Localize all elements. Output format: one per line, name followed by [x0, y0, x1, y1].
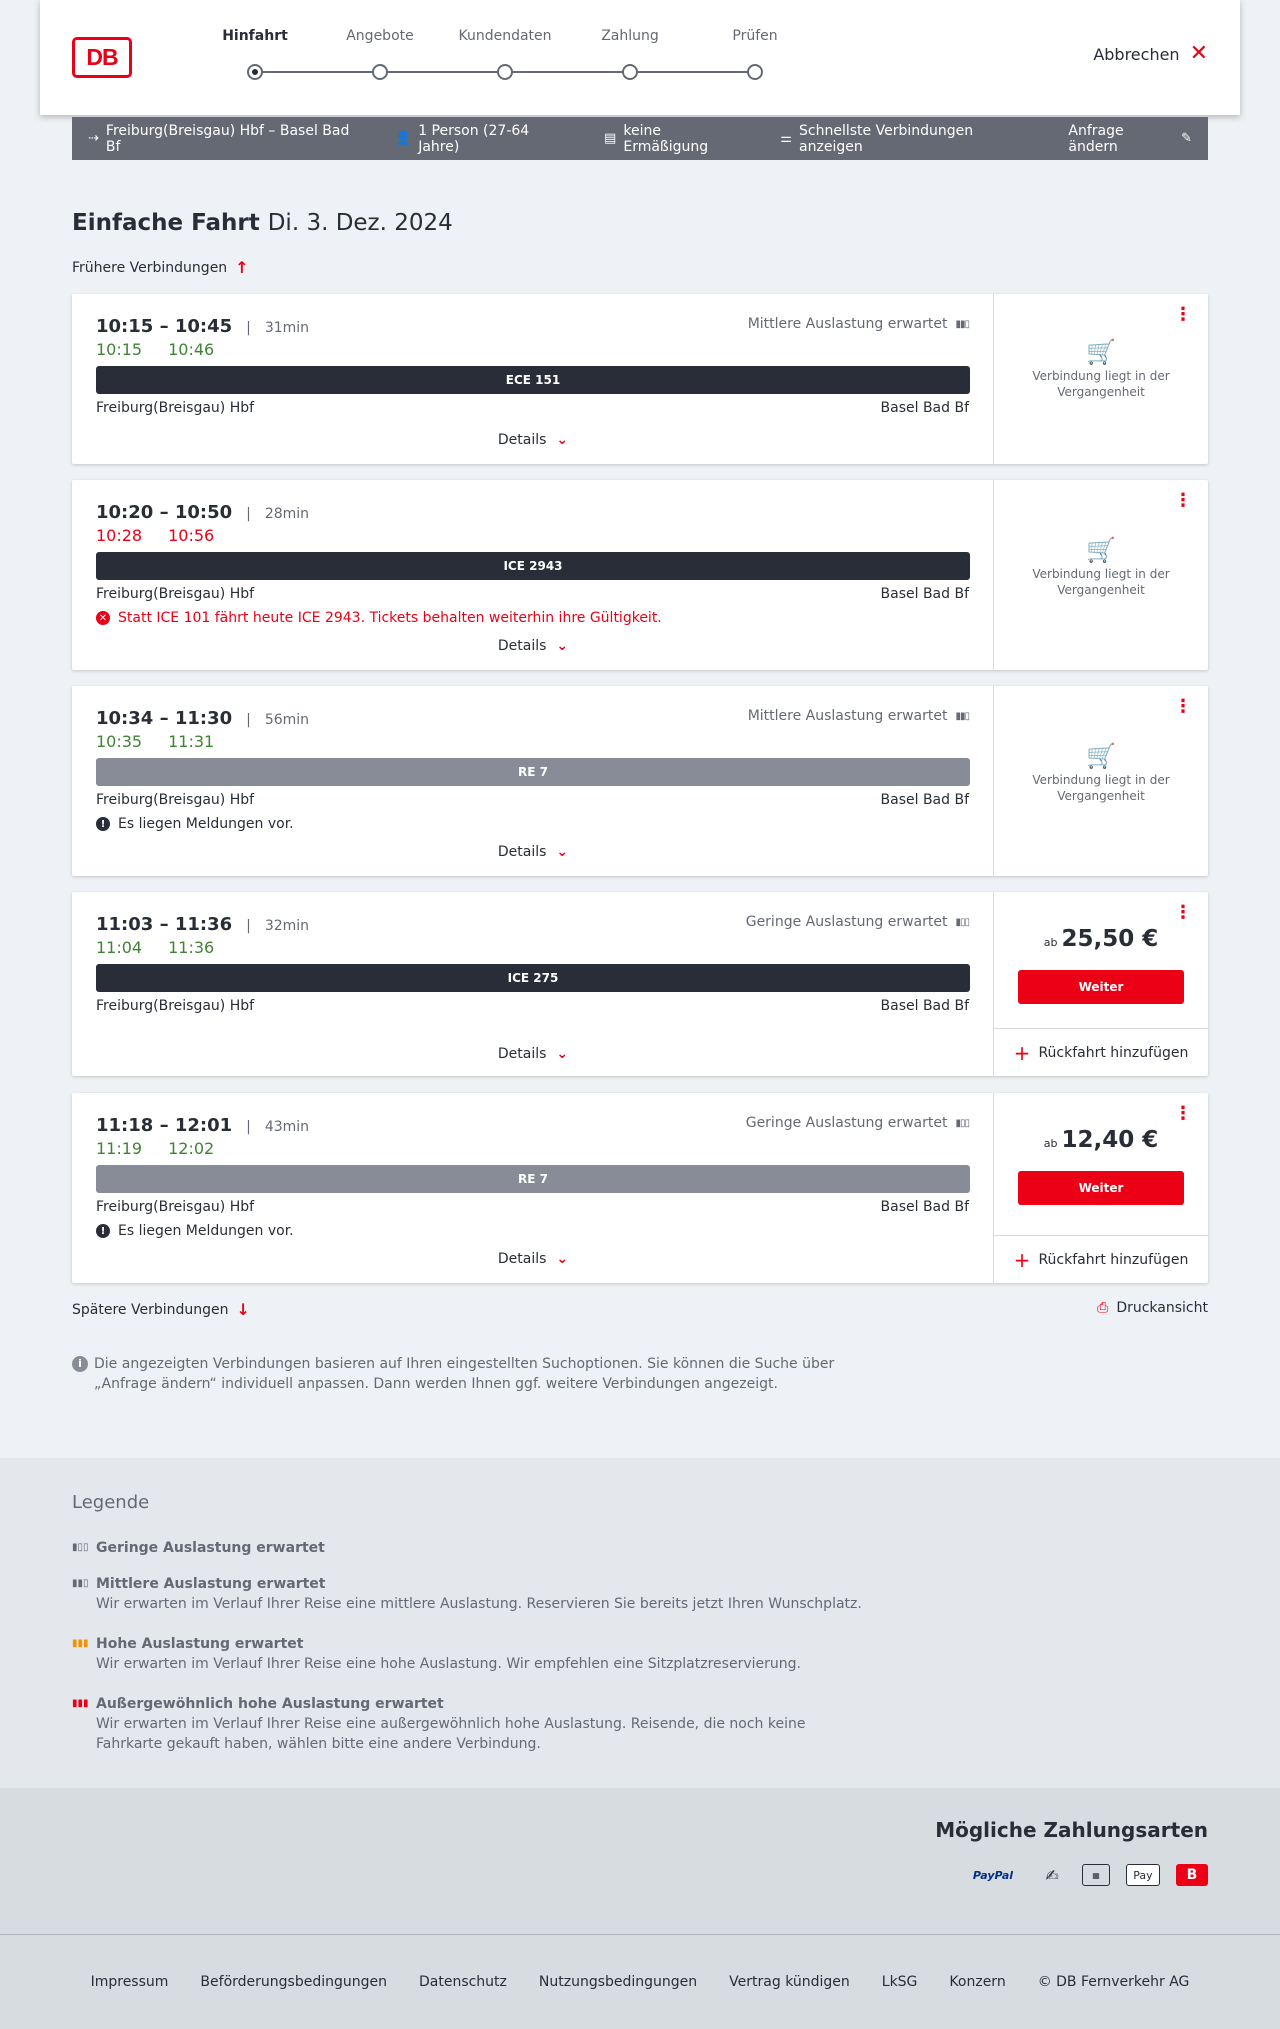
continue-button[interactable]: Weiter [1018, 970, 1184, 1004]
cart-unavailable-icon: 🛒 [1086, 338, 1116, 366]
continue-button[interactable]: Weiter [1018, 1171, 1184, 1205]
add-return-button[interactable]: + Rückfahrt hinzufügen [994, 1028, 1208, 1076]
plus-icon: + [1013, 1247, 1031, 1272]
destination-station: Basel Bad Bf [880, 1199, 969, 1215]
occupancy-info: Geringe Auslastung erwartet ▮▯▯ [745, 914, 969, 930]
step-dot [747, 64, 763, 80]
arrow-down-icon: ↓ [236, 1300, 250, 1319]
train-bar[interactable]: RE 7 [96, 758, 970, 786]
legend-item-low: ▮▯▯ Geringe Auslastung erwartet [72, 1540, 325, 1556]
duration: | 56min [246, 712, 309, 728]
info-message: ! Es liegen Meldungen vor. [96, 1223, 294, 1239]
info-message: ! Es liegen Meldungen vor. [96, 816, 294, 832]
cancel-button[interactable]: Abbrechen ✕ [1093, 41, 1208, 66]
occupancy-high-icon: ▮▮▮ [72, 1638, 89, 1649]
origin-station: Freiburg(Breisgau) Hbf [96, 792, 255, 808]
footer-link-konzern[interactable]: Konzern [949, 1974, 1006, 1990]
more-options-icon[interactable]: ⋮ [1174, 902, 1192, 923]
legend-item-very-high: ▮▮▮ Außergewöhnlich hohe Auslastung erwartet Wir erwarten im Verlauf Ihrer Reise eine außergewöhnlich hohe Auslastung. Reisende, die noch keine Fahrkarte gekauft haben, wählen bitte eine andere Verbindung. [72, 1696, 806, 1752]
alert-icon: ! [96, 817, 110, 831]
scheduled-times: 10:34 – 11:30 | 56min [96, 708, 309, 729]
details-toggle[interactable]: Details ⌄ [497, 638, 569, 654]
scheduled-times: 10:20 – 10:50 | 28min [96, 502, 309, 523]
past-connection-info: 🛒 Verbindung liegt in der Vergangenheit [994, 542, 1208, 598]
cart-unavailable-icon: 🛒 [1086, 536, 1116, 564]
duration: | 32min [246, 918, 309, 934]
footer [0, 1934, 1280, 2029]
train-bar[interactable]: ICE 2943 [96, 552, 970, 580]
connection-card [72, 480, 1208, 670]
footer-link-befoerderung[interactable]: Beförderungsbedingungen [200, 1974, 387, 1990]
card-icon: ▤ [604, 131, 617, 146]
realtime-times: 10:35 11:31 [96, 732, 215, 751]
step-hinfahrt: Hinfahrt [190, 28, 320, 44]
footer-link-kuendigen[interactable]: Vertrag kündigen [729, 1974, 850, 1990]
duration: | 43min [246, 1119, 309, 1135]
printer-icon: ⎙ [1097, 1300, 1109, 1316]
destination-station: Basel Bad Bf [880, 998, 969, 1014]
payment-methods-section [0, 1788, 1280, 1934]
print-view-link[interactable]: ⎙ Druckansicht [1097, 1300, 1208, 1316]
train-bar[interactable]: ICE 275 [96, 964, 970, 992]
destination-station: Basel Bad Bf [880, 792, 969, 808]
details-toggle[interactable]: Details ⌄ [497, 432, 569, 448]
realtime-times: 10:15 10:46 [96, 340, 215, 359]
destination-station: Basel Bad Bf [880, 586, 969, 602]
plus-icon: + [1013, 1040, 1031, 1065]
past-connection-info: 🛒 Verbindung liegt in der Vergangenheit [994, 344, 1208, 400]
footer-link-impressum[interactable]: Impressum [90, 1974, 169, 1990]
details-toggle[interactable]: Details ⌄ [497, 1251, 569, 1267]
origin-station: Freiburg(Breisgau) Hbf [96, 400, 255, 416]
realtime-times: 10:28 10:56 [96, 526, 215, 545]
occupancy-medium-icon: ▮▮▯ [955, 318, 969, 330]
scheduled-times: 11:18 – 12:01 | 43min [96, 1115, 309, 1136]
page-title: Einfache Fahrt Di. 3. Dez. 2024 [72, 210, 453, 236]
occupancy-very-high-icon: ▮▮▮ [72, 1698, 89, 1709]
chevron-down-icon: ⌄ [556, 844, 569, 860]
more-options-icon[interactable]: ⋮ [1174, 696, 1192, 717]
occupancy-medium-icon: ▮▮▯ [72, 1578, 89, 1589]
origin-station: Freiburg(Breisgau) Hbf [96, 1199, 255, 1215]
train-bar[interactable]: ECE 151 [96, 366, 970, 394]
duration: | 28min [246, 506, 309, 522]
route-summary: ⇢ Freiburg(Breisgau) Hbf – Basel Bad Bf [88, 122, 350, 155]
search-summary-bar [72, 117, 1208, 160]
person-icon: 👤 [395, 131, 412, 146]
discount-summary: ▤ keine Ermäßigung [604, 122, 709, 155]
route-arrow-icon: ⇢ [88, 131, 99, 146]
arrow-up-icon: ↑ [235, 258, 249, 277]
step-dot [372, 64, 388, 80]
chevron-down-icon: ⌄ [556, 1046, 569, 1062]
paypal-icon: PayPal [972, 1868, 1014, 1882]
connection-card [72, 294, 1208, 464]
step-zahlung: Zahlung [565, 28, 695, 44]
footer-copyright: © DB Fernverkehr AG [1037, 1974, 1190, 1990]
pencil-icon: ✎ [1181, 131, 1192, 146]
step-dot [247, 64, 263, 80]
connection-card [72, 1093, 1208, 1283]
occupancy-low-icon: ▮▯▯ [72, 1542, 89, 1553]
chevron-down-icon: ⌄ [556, 638, 569, 654]
step-kundendaten: Kundendaten [440, 28, 570, 44]
legend-title: Legende [72, 1492, 150, 1513]
details-toggle[interactable]: Details ⌄ [497, 844, 569, 860]
alert-icon: ! [96, 1224, 110, 1238]
progress-steps [180, 28, 780, 88]
cart-unavailable-icon: 🛒 [1086, 742, 1116, 770]
legend-item-high: ▮▮▮ Hohe Auslastung erwartet Wir erwarten im Verlauf Ihrer Reise eine hohe Auslastung. Wir empfehlen eine Sitzplatzreservierung. [72, 1636, 801, 1672]
sliders-icon: ⚌ [780, 131, 793, 146]
later-connections-link[interactable]: Spätere Verbindungen ↓ [72, 1300, 250, 1319]
edit-request-button[interactable]: Anfrage ändern ✎ [1068, 122, 1192, 155]
footer-link-lksg[interactable]: LkSG [881, 1974, 918, 1990]
occupancy-low-icon: ▮▯▯ [955, 916, 969, 928]
persons-summary: 👤 1 Person (27-64 Jahre) [395, 122, 530, 155]
step-angebote: Angebote [315, 28, 445, 44]
footer-link-nutzung[interactable]: Nutzungsbedingungen [538, 1974, 698, 1990]
chevron-down-icon: ⌄ [556, 432, 569, 448]
scheduled-times: 11:03 – 11:36 | 32min [96, 914, 309, 935]
price: ab 25,50 € [1043, 926, 1159, 952]
occupancy-info: Mittlere Auslastung erwartet ▮▮▯ [747, 316, 969, 332]
header [40, 0, 1240, 115]
disruption-message: ✕ Statt ICE 101 fährt heute ICE 2943. Tickets behalten weiterhin ihre Gültigkeit. [96, 610, 662, 626]
step-pruefen: Prüfen [690, 28, 820, 44]
earlier-connections-link[interactable]: Frühere Verbindungen ↑ [72, 258, 249, 277]
occupancy-info: Mittlere Auslastung erwartet ▮▮▯ [747, 708, 969, 724]
apple-pay-icon: Pay [1126, 1864, 1160, 1886]
occupancy-info: Geringe Auslastung erwartet ▮▯▯ [745, 1115, 969, 1131]
destination-station: Basel Bad Bf [880, 400, 969, 416]
error-icon: ✕ [96, 611, 110, 625]
payment-title: Mögliche Zahlungsarten [935, 1818, 1208, 1842]
legend-section [0, 1458, 1280, 1788]
step-dot [622, 64, 638, 80]
fastest-option: ⚌ Schnellste Verbindungen anzeigen [780, 122, 974, 155]
add-return-button[interactable]: + Rückfahrt hinzufügen [994, 1235, 1208, 1283]
occupancy-medium-icon: ▮▮▯ [955, 710, 969, 722]
more-options-icon[interactable]: ⋮ [1174, 304, 1192, 325]
sepa-icon: ▦ [1082, 1864, 1110, 1886]
connection-card [72, 892, 1208, 1076]
db-logo[interactable]: DB [72, 37, 132, 78]
occupancy-low-icon: ▮▯▯ [955, 1117, 969, 1129]
past-connection-info: 🛒 Verbindung liegt in der Vergangenheit [994, 748, 1208, 804]
step-dot [497, 64, 513, 80]
origin-station: Freiburg(Breisgau) Hbf [96, 998, 255, 1014]
more-options-icon[interactable]: ⋮ [1174, 1103, 1192, 1124]
train-bar[interactable]: RE 7 [96, 1165, 970, 1193]
close-icon: ✕ [1189, 41, 1208, 66]
search-info-note: i Die angezeigten Verbindungen basieren auf Ihren eingestellten Suchoptionen. Sie können die Suche über „Anfrage ändern“ individuell anpassen. Dann werden Ihnen ggf. weitere Verbindungen angezeigt. [72, 1354, 852, 1394]
connection-card [72, 686, 1208, 876]
price: ab 12,40 € [1043, 1127, 1159, 1153]
scheduled-times: 10:15 – 10:45 | 31min [96, 316, 309, 337]
details-toggle[interactable]: Details ⌄ [497, 1046, 569, 1062]
realtime-times: 11:19 12:02 [96, 1139, 215, 1158]
footer-link-datenschutz[interactable]: Datenschutz [418, 1974, 507, 1990]
duration: | 31min [246, 320, 309, 336]
origin-station: Freiburg(Breisgau) Hbf [96, 586, 255, 602]
credit-card-icon: ✍ [1045, 1865, 1059, 1885]
chevron-down-icon: ⌄ [556, 1251, 569, 1267]
info-icon: i [72, 1356, 88, 1372]
legend-item-medium: ▮▮▯ Mittlere Auslastung erwartet Wir erwarten im Verlauf Ihrer Reise eine mittlere Auslastung. Reservieren Sie bereits jetzt Ihren Wunschplatz. [72, 1576, 862, 1612]
db-bonus-icon: B [1176, 1864, 1208, 1886]
more-options-icon[interactable]: ⋮ [1174, 490, 1192, 511]
realtime-times: 11:04 11:36 [96, 938, 215, 957]
